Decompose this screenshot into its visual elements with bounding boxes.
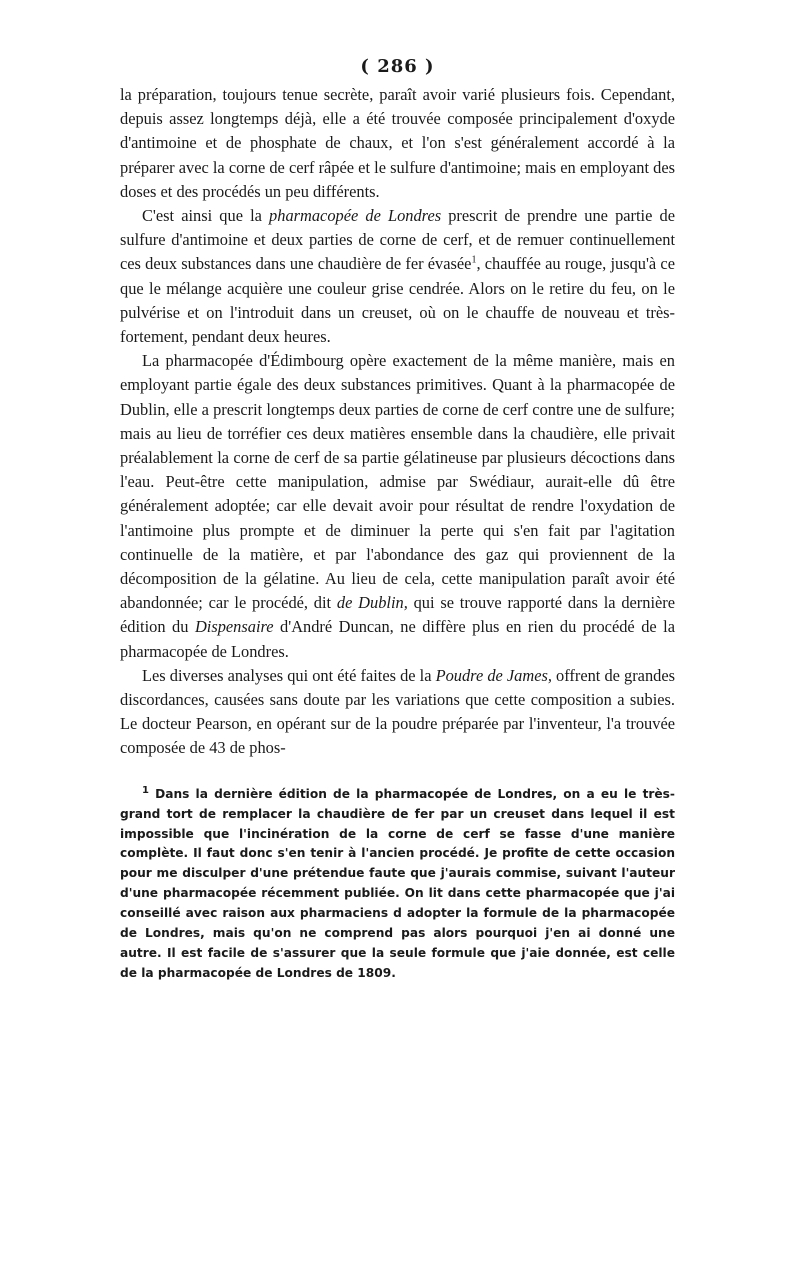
text-segment: Les diverses analyses qui ont été faites de la <box>142 665 436 685</box>
text-segment: la préparation, toujours tenue secrète, paraît avoir varié plusieurs fois. Cependant, depuis assez longtemps déjà, elle a été trouvée composée principalement d'oxyde d'antimoine et de phosphate de chaux, et l'on s'est généralement accordé à la préparer avec la corne de cerf râpée et le sulfure d'antimoine; mais en employant des doses et des procédés un peu différents. <box>120 85 675 201</box>
footnote-reference: 1 <box>471 254 477 266</box>
text-segment: La pharmacopée d'Édimbourg opère exactement de la même manière, mais en employant partie égale des deux substances primitives. Quant à la pharmacopée de Dublin, elle a prescrit longtemps deux parties de corne de cerf contre une de sulfure; mais au lieu de torréfier ces deux matières ensemble dans la chaudière, elle privait préalablement la corne de cerf de sa partie gélatineuse par plusieurs décoctions dans l'eau. Peut-être cette manipulation, admise par Swédiaur, aurait-elle dû être généralement adoptée; car elle devait avoir pour résultat de rendre l'oxydation de l'antimoine plus prompte et de diminuer la perte qui s'en fait par l'agitation continuelle de la matière, et par l'abondance des gaz qui proviennent de la décomposition de la gélatine. Au lieu de cela, cette manipulation paraît avoir été abandonnée; car le procédé, dit <box>120 351 675 613</box>
text-segment: offrent de grandes discordances, causées sans doute par les variations que cette composition a subies. Le docteur Pearson, en opérant sur de la poudre préparée par l'inventeur, l'a trouvée composée de 43 de phos- <box>120 665 675 758</box>
book-page <box>120 56 675 984</box>
paragraph <box>120 664 675 761</box>
footnote-mark: 1 <box>142 784 149 796</box>
body-text <box>120 83 675 761</box>
text-segment: qui se trouve rapporté dans la dernière édition du <box>120 593 676 637</box>
text-segment: d'André Duncan, ne diffère plus en rien du procédé de la pharmacopée de Londres. <box>120 617 676 661</box>
footnote-paragraph <box>120 785 675 984</box>
footnote-text: Dans la dernière édition de la pharmacopée de Londres, on a eu le très-grand tort de remplacer la chaudière de fer par un creuset dans lequel il est impossible que l'incinération de la corne de cerf se fasse d'une manière complète. Il faut donc s'en tenir à l'ancien procédé. Je profite de cette occasion pour me disculper d'une prétendue faute que j'aurais commise, suivant l'auteur d'une pharmacopée récemment publiée. On lit dans cette pharmacopée que j'ai conseillé avec raison aux pharmaciens d adopter la formule de la pharmacopée de Londres, mais qu'on ne comprend pas alors pourquoi j'en ai donné une autre. Il est facile de s'assurer que la seule formule que j'aie donnée, est celle de la pharmacopée de Londres de 1809. <box>120 786 675 980</box>
paragraph <box>120 204 675 349</box>
text-segment: , chauffée au rouge, jusqu'à ce que le mélange acquière une couleur grise cendrée. Alors on le retire du feu, on le pulvérise et on l'introduit dans un creuset, où on le chauffe de nouveau et très-fortement, pendant deux heures. <box>120 254 675 347</box>
page-number: ( 286 ) <box>360 56 435 77</box>
italic-text: pharmacopée de Londres <box>269 206 442 226</box>
footnote <box>120 785 675 984</box>
text-segment: prescrit de prendre une partie de sulfure d'antimoine et deux parties de corne de cerf, et de remuer continuellement ces deux substances dans une chaudière de fer évasée <box>120 206 675 274</box>
text-segment: C'est ainsi que la <box>142 206 270 226</box>
paragraph <box>120 349 675 664</box>
paragraph <box>120 83 675 204</box>
italic-text: Poudre de James, <box>435 665 552 685</box>
italic-text: de Dublin, <box>336 593 408 613</box>
italic-text: Dispensaire <box>194 617 274 637</box>
